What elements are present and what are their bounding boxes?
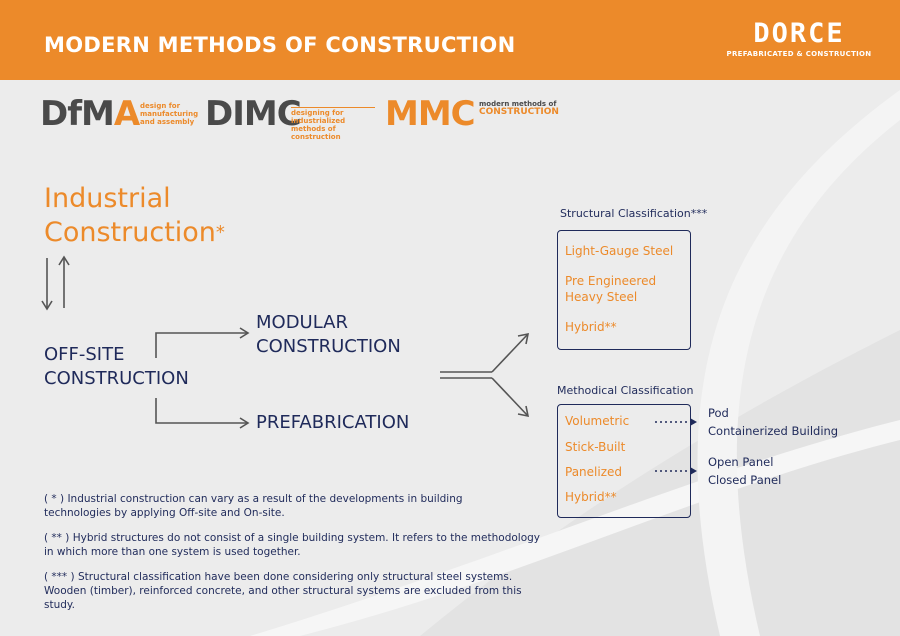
page-title: MODERN METHODS OF CONSTRUCTION <box>44 33 516 57</box>
footnote-1 <box>44 492 554 520</box>
offsite-to-modular-arrow <box>156 328 248 358</box>
footnote-3-line1: ( *** ) Structural classification have been done considering only structural steel systems. <box>44 571 513 583</box>
mmc-logo-main: MMC <box>385 94 475 134</box>
footnote-2-line2: in which more than one system is used together. <box>44 546 301 558</box>
footnote-2 <box>44 531 554 559</box>
methodical-item-stick-built: Stick-Built <box>565 440 626 454</box>
offsite-line1: OFF-SITE <box>44 344 125 365</box>
offsite-line2: CONSTRUCTION <box>44 368 189 389</box>
mmc-logo-sub-bottom: CONSTRUCTION <box>479 107 559 117</box>
volumetric-arrowhead-icon <box>690 418 697 426</box>
dimc-logo-accent: C <box>276 94 301 134</box>
panelized-sub-closed: Closed Panel <box>708 473 782 487</box>
bidirectional-arrow-icon <box>42 257 69 309</box>
dimc-logo-prefix: DIM <box>205 94 277 134</box>
footnote-3 <box>44 570 554 612</box>
prefabrication-label: PREFABRICATION <box>256 412 410 433</box>
dfma-logo-sub: design for manufacturing and assembly <box>140 102 199 126</box>
panelized-sub-open: Open Panel <box>708 455 774 469</box>
brand-name: DORCE <box>753 18 845 49</box>
industrial-line2: Construction <box>44 217 216 248</box>
panelized-arrowhead-icon <box>690 467 697 475</box>
offsite-to-prefab-arrow <box>156 398 248 428</box>
structural-item-light-gauge: Light-Gauge Steel <box>565 244 674 258</box>
structural-item-pre-engineered: Pre Engineered <box>565 274 657 288</box>
volumetric-sub-pod: Pod <box>708 406 729 420</box>
mmc-logo-sub-top: modern methods of <box>479 100 557 108</box>
structural-item-hybrid: Hybrid** <box>565 320 617 334</box>
dfma-logo-accent: A <box>113 94 140 134</box>
structural-classification-title: Structural Classification*** <box>560 207 708 220</box>
footnote-2-line1: ( ** ) Hybrid structures do not consist of a single building system. It refers to the methodology <box>44 532 541 544</box>
footnote-1-line2: technologies by applying Off-site and On-site. <box>44 507 285 519</box>
methodical-item-hybrid: Hybrid** <box>565 490 617 504</box>
dfma-logo-prefix: DfM <box>40 94 114 134</box>
volumetric-sub-containerized: Containerized Building <box>708 424 839 438</box>
dimc-logo-sub: designing for industrialized methods of construction <box>291 107 375 141</box>
modular-line2: CONSTRUCTION <box>256 336 401 357</box>
methodical-classification-title: Methodical Classification <box>557 384 694 397</box>
footnote-1-line1: ( * ) Industrial construction can vary as a result of the developments in building <box>44 493 463 505</box>
methodical-item-panelized: Panelized <box>565 465 623 479</box>
modular-line1: MODULAR <box>256 312 348 333</box>
fork-arrow-icon <box>440 334 528 416</box>
footnote-3-line2: Wooden (timber), reinforced concrete, and other structural systems are excluded from this study. <box>44 585 522 611</box>
brand-tagline: PREFABRICATED & CONSTRUCTION <box>726 50 872 58</box>
structural-item-heavy-steel: Heavy Steel <box>565 290 638 304</box>
industrial-line1: Industrial <box>44 183 171 214</box>
industrial-star: * <box>215 222 225 243</box>
methodical-item-volumetric: Volumetric <box>565 414 630 428</box>
